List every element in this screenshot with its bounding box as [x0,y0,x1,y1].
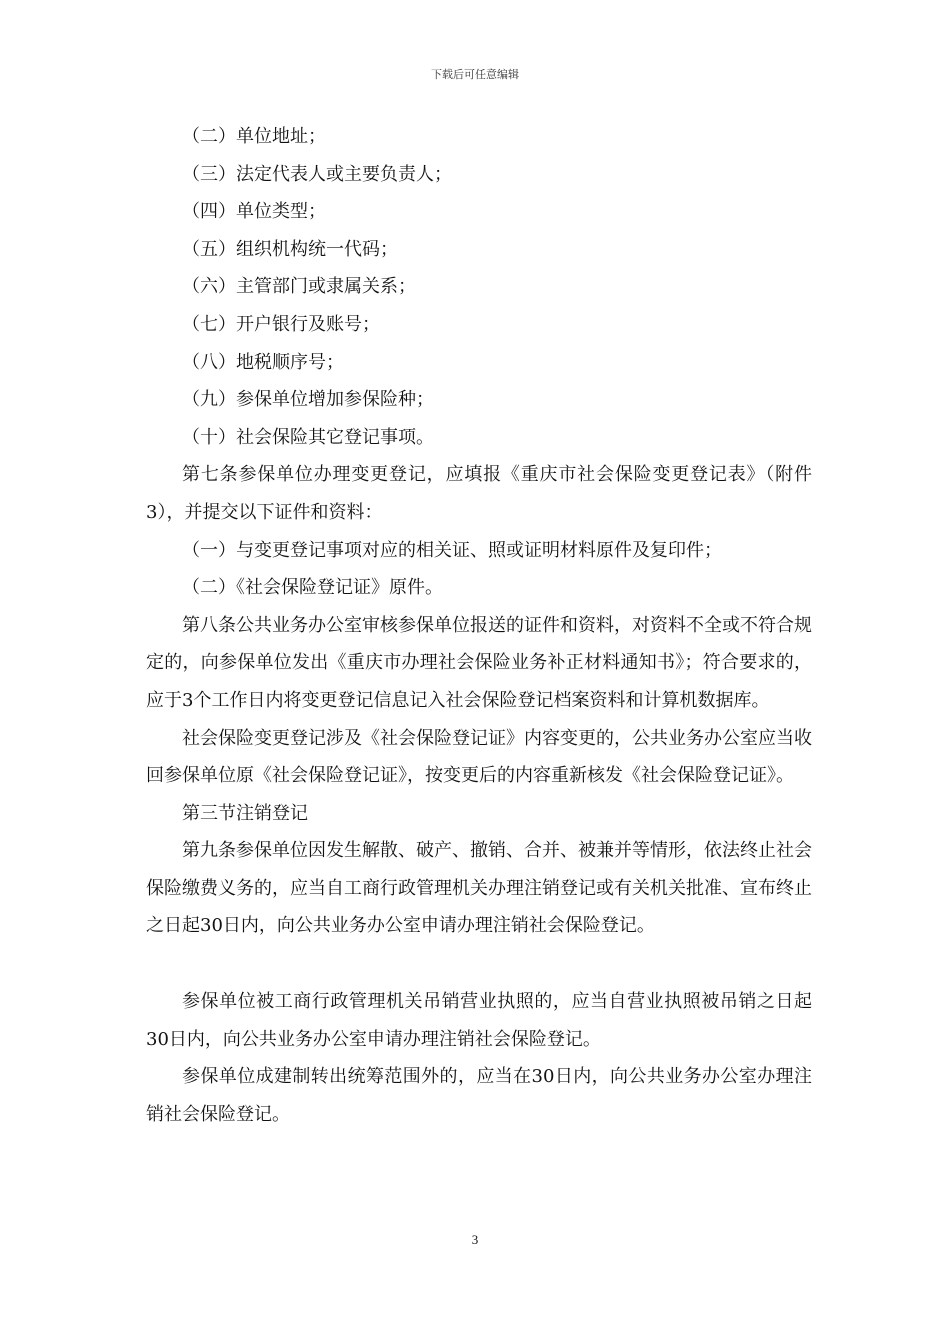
document-body [146,118,812,1133]
article-9: 第九条参保单位因发生解散、破产、撤销、合并、被兼并等情形，依法终止社会保险缴费义务的，应当自工商行政管理机关办理注销登记或有关机关批准、宣布终止之日起30日内，向公共业务办公室申请办理注销社会保险登记。 [146,840,812,937]
article-9-revoked-license: 参保单位被工商行政管理机关吊销营业执照的，应当自营业执照被吊销之日起30日内，向公共业务办公室申请办理注销社会保险登记。 [146,991,812,1050]
page-number: 3 [471,1232,479,1247]
list-item-legal-representative: （三）法定代表人或主要负责人； [182,163,452,185]
article-8: 第八条公共业务办公室审核参保单位报送的证件和资料，对资料不全或不符合规定的，向参保单位发出《重庆市办理社会保险业务补正材料通知书》；符合要求的，应于3个工作日内将变更登记信息记入社会保险登记档案资料和计算机数据库。 [146,614,812,711]
list-item-org-code: （五）组织机构统一代码； [182,238,398,260]
list-item-unit-type: （四）单位类型； [182,201,326,223]
article-7-item-1: （一）与变更登记事项对应的相关证、照或证明材料原件及复印件； [182,539,722,561]
article-9-transfer-out: 参保单位成建制转出统筹范围外的，应当在30日内，向公共业务办公室办理注销社会保险登记。 [146,1066,812,1125]
list-item-insurance-types: （九）参保单位增加参保险种； [182,389,434,411]
list-item-department: （六）主管部门或隶属关系； [182,276,416,298]
paragraph-gap [146,945,812,983]
article-7-item-2: （二）《社会保险登记证》原件。 [182,577,443,599]
list-item-bank-account: （七）开户银行及账号； [182,313,380,335]
list-item-tax-sequence: （八）地税顺序号； [182,351,344,373]
page-header: 下载后可任意编辑 [431,68,519,81]
article-8-note: 社会保险变更登记涉及《社会保险登记证》内容变更的，公共业务办公室应当收回参保单位原《社会保险登记证》，按变更后的内容重新核发《社会保险登记证》。 [146,727,812,787]
list-item-other-matters: （十）社会保险其它登记事项。 [182,426,434,448]
section-heading: 第三节注销登记 [182,802,308,824]
list-item-unit-address: （二）单位地址； [182,126,326,147]
article-7: 第七条参保单位办理变更登记，应填报《重庆市社会保险变更登记表》（附件3），并提交以下证件和资料： [146,464,812,523]
